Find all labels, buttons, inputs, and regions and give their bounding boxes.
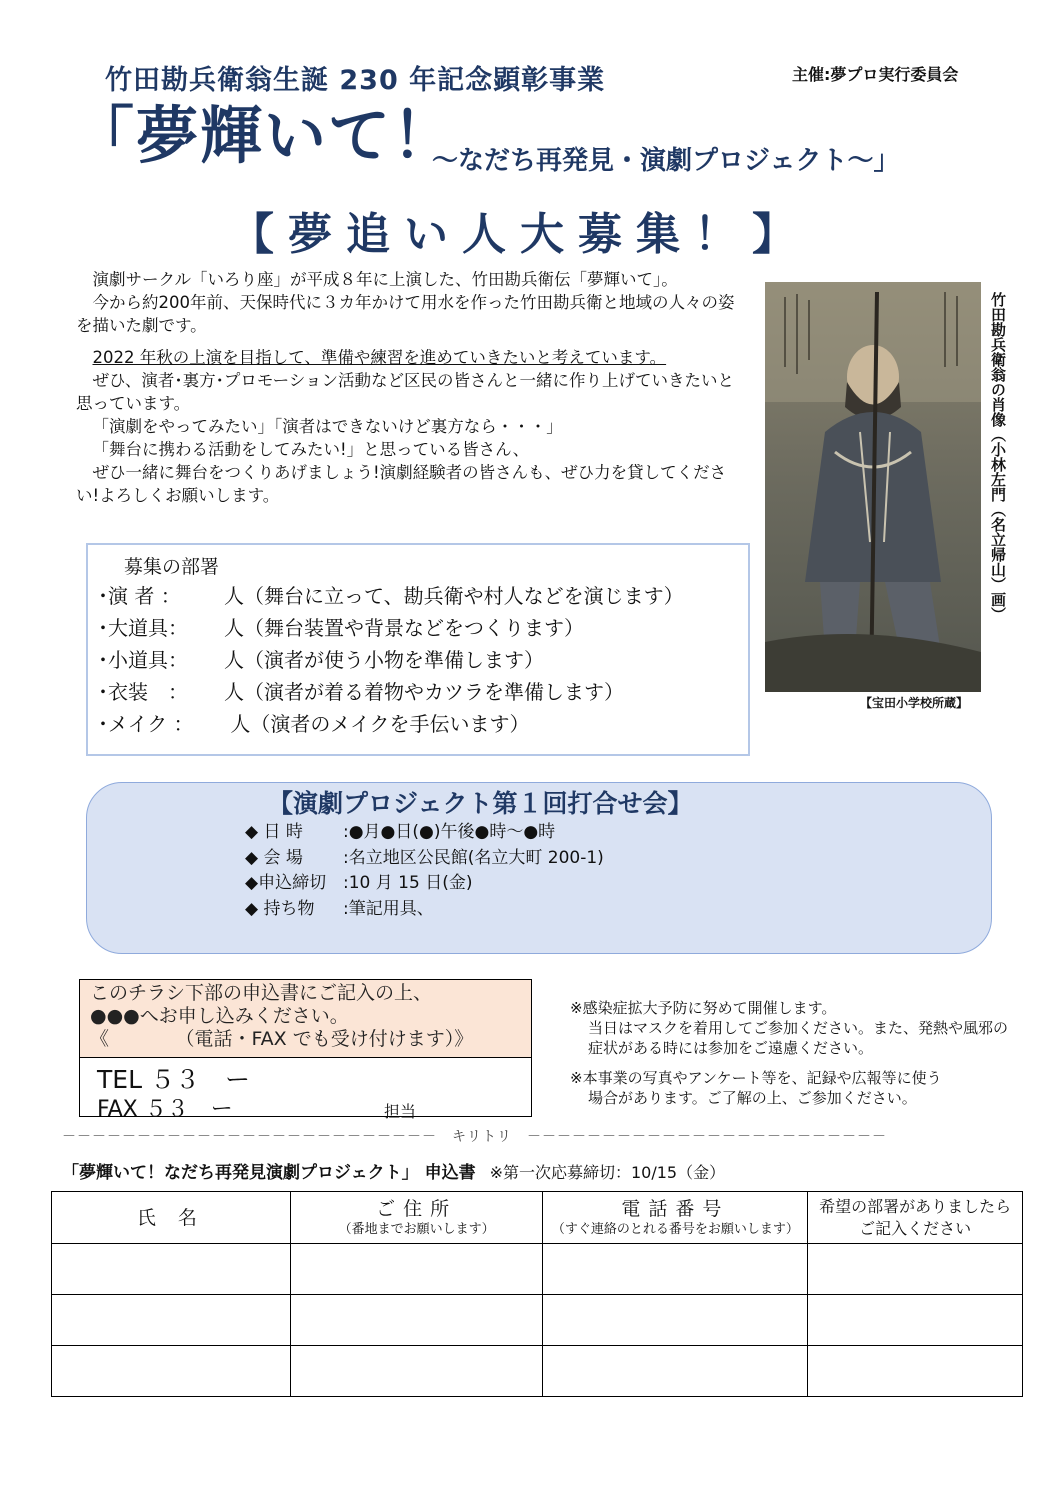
intro-text	[76, 268, 746, 507]
recruit-heading: 【夢追い人大募集！】	[230, 209, 810, 260]
apply-divider	[80, 1057, 531, 1058]
form-cell-phone[interactable]	[543, 1346, 808, 1397]
meeting-details	[245, 820, 604, 922]
form-header-sublabel: （すぐ連絡のとれる番号をお願いします）	[551, 1221, 799, 1237]
form-header-row	[52, 1192, 1023, 1244]
department-title: 募集の部署	[124, 556, 220, 578]
form-header-label: ご住所	[376, 1197, 458, 1220]
application-form	[51, 1191, 1023, 1397]
meeting-item	[245, 897, 604, 923]
notes	[570, 998, 1010, 1108]
intro-paragraph: 今から約200年前、天保時代に３カ年かけて用水を作った竹田勘兵衛と地域の人々の姿を描いた劇です。	[76, 293, 735, 335]
meeting-value: :10 月 15 日(金)	[343, 873, 473, 893]
department-desc: 人（演者のメイクを手伝います）	[224, 712, 530, 736]
form-cell-name[interactable]	[52, 1244, 291, 1295]
form-header-phone	[543, 1192, 808, 1244]
meeting-label: ◆ 日 時	[245, 822, 303, 842]
meeting-item	[245, 871, 604, 897]
form-cell-address[interactable]	[290, 1346, 543, 1397]
organizer: 主催:夢プロ実行委員会	[792, 65, 959, 84]
department-item	[98, 612, 684, 644]
form-cell-address[interactable]	[290, 1295, 543, 1346]
form-cell-department[interactable]	[808, 1244, 1023, 1295]
department-item	[98, 676, 684, 708]
department-desc: 人（舞台装置や背景などをつくります）	[224, 616, 584, 640]
form-header-sublabel: （番地までお願いします）	[338, 1221, 495, 1237]
department-list	[98, 580, 684, 740]
form-cell-phone[interactable]	[543, 1295, 808, 1346]
form-header-name	[52, 1192, 291, 1244]
meeting-item	[245, 846, 604, 872]
department-item	[98, 708, 684, 740]
department-name: ･メイク ：	[98, 712, 194, 736]
fax-number: FAX ５３ ー	[97, 1097, 233, 1122]
meeting-label: ◆ 会 場	[245, 847, 303, 868]
form-title-text: 「夢輝いて！なだち再発見演劇プロジェクト」 申込書	[62, 1163, 476, 1183]
portrait-image	[765, 282, 981, 692]
note-title: ※本事業の写真やアンケート等を、記録や広報等に使う	[570, 1069, 942, 1087]
meeting-value: :筆記用具、	[343, 898, 434, 919]
form-header-label: 希望の部署がありましたら	[819, 1196, 1012, 1216]
intro-paragraph: 「舞台に携わる活動をしてみたい!」と思っている皆さん、	[92, 440, 530, 459]
form-header-address	[290, 1192, 543, 1244]
meeting-title: 【演劇プロジェクト第１回打合せ会】	[268, 789, 693, 818]
meeting-item	[245, 820, 604, 846]
meeting-value: :名立地区公民館(名立大町 200-1)	[343, 847, 604, 868]
form-header-label: 氏 名	[136, 1206, 205, 1229]
form-row	[52, 1346, 1023, 1397]
form-cell-department[interactable]	[808, 1295, 1023, 1346]
department-item	[98, 580, 684, 612]
form-row	[52, 1295, 1023, 1346]
meeting-label: ◆ 持ち物	[245, 898, 315, 919]
form-header-label: 電話番号	[621, 1197, 730, 1220]
apply-note-line: このチラシ下部の申込書にご記入の上、	[90, 982, 433, 1004]
department-name: ･衣装 ：	[98, 680, 188, 704]
apply-note	[90, 982, 473, 1051]
form-row	[52, 1244, 1023, 1295]
intro-underlined: 2022 年秋の上演を目指して、準備や練習を進めていきたいと考えています。	[92, 348, 667, 367]
apply-note-line: ●●●へお申し込みください。	[90, 1005, 349, 1027]
form-deadline: ※第一次応募締切：10/15（金）	[489, 1163, 726, 1182]
department-item	[98, 644, 684, 676]
form-cell-name[interactable]	[52, 1346, 291, 1397]
intro-paragraph	[76, 346, 746, 369]
intro-paragraph: ぜひ一緒に舞台をつくりあげましょう!演劇経験者の皆さんも、ぜひ力を貸してください!よろしくお願いします。	[76, 463, 727, 505]
intro-paragraph: ぜひ、演者･裏方･プロモーション活動など区民の皆さんと一緒に作り上げていきたいと思っています。	[76, 371, 735, 413]
note-body: 場合があります。ご了解の上、ご参加ください。	[588, 1089, 917, 1107]
event-subtitle: 竹田勘兵衛翁生誕 230 年記念顕彰事業	[105, 65, 606, 96]
form-header-department	[808, 1192, 1023, 1244]
note-body: 当日はマスクを着用してご参加ください。また、発熱や風邪の症状がある時には参加をご遠慮ください。	[588, 1019, 1009, 1057]
intro-paragraph: 演劇サークル「いろり座」が平成８年に上演した、竹田勘兵衛伝「夢輝いて」。	[92, 270, 678, 289]
main-title: 「夢輝いて！	[72, 99, 457, 172]
portrait-owner: 【宝田小学校所蔵】	[860, 696, 969, 710]
department-desc: 人（舞台に立って、勘兵衛や村人などを演じます）	[224, 584, 684, 608]
form-header-sublabel: ご記入ください	[859, 1218, 972, 1238]
meeting-value: :●月●日(●)午後●時～●時	[343, 822, 556, 842]
meeting-label: ◆申込締切	[245, 873, 327, 893]
apply-note-line: 《 （電話・FAX でも受け付けます）》	[90, 1028, 474, 1050]
department-name: ･演 者 ：	[98, 584, 181, 608]
contact-person: 担当	[384, 1102, 417, 1121]
department-desc: 人（演者が着る着物やカツラを準備します）	[224, 680, 624, 704]
portrait-caption: 竹田勘兵衛翁の肖像（小林左門（名立帰山）画）	[989, 292, 1007, 622]
department-desc: 人（演者が使う小物を準備します）	[224, 648, 544, 672]
form-cell-address[interactable]	[290, 1244, 543, 1295]
form-cell-phone[interactable]	[543, 1244, 808, 1295]
tel-number: TEL ５３ ー	[97, 1065, 250, 1094]
form-cell-department[interactable]	[808, 1346, 1023, 1397]
note-title: ※感染症拡大予防に努めて開催します。	[570, 999, 837, 1017]
form-title	[62, 1158, 725, 1183]
portrait-illustration	[765, 282, 981, 692]
cut-line: －－－－－－－－－－－－－－－－－－－－－－－－－ キリトリ －－－－－－－－－－－－－－－－－－－－－－－－	[62, 1129, 887, 1145]
department-name: ･小道具：	[98, 648, 188, 672]
form-cell-name[interactable]	[52, 1295, 291, 1346]
intro-paragraph: 「演劇をやってみたい」「演者はできないけど裏方なら・・・」	[92, 417, 563, 436]
main-title-sub: ～なだち再発見・演劇プロジェクト～」	[432, 146, 900, 176]
department-name: ･大道具：	[98, 616, 188, 640]
